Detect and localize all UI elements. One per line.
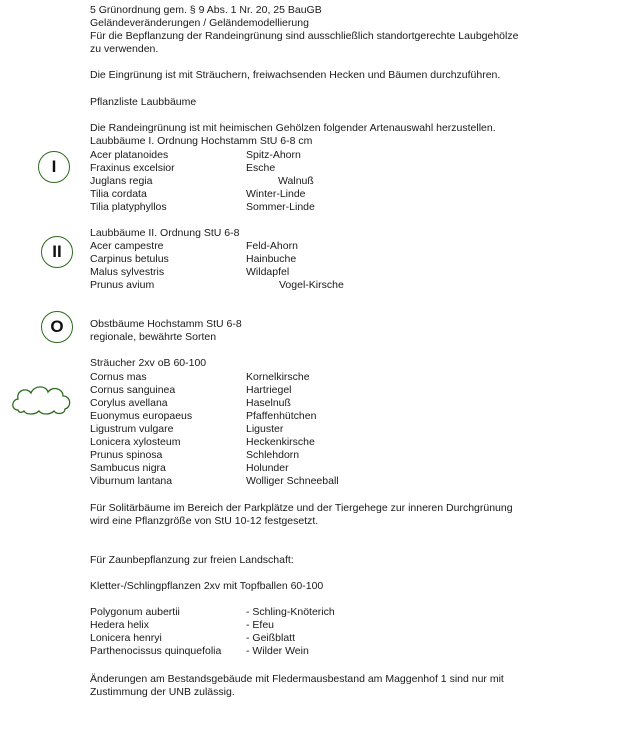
ordnung1-latin-3: Tilia cordata bbox=[90, 188, 147, 200]
randeingruenung-text: Die Randeingrünung ist mit heimischen Gehölzen folgender Artenauswahl herzustellen. bbox=[90, 122, 496, 134]
zaun-text: Für Zaunbepflanzung zur freien Landschaft: bbox=[90, 554, 294, 566]
straeucher-german-4: Liguster bbox=[246, 423, 284, 435]
straeucher-german-5: Heckenkirsche bbox=[246, 436, 315, 448]
ordnung2-latin-1: Carpinus betulus bbox=[90, 253, 169, 265]
straeucher-latin-2: Corylus avellana bbox=[90, 397, 168, 409]
ordnung1-german-1: Esche bbox=[246, 162, 276, 174]
ordnung2-latin-2: Malus sylvestris bbox=[90, 266, 165, 278]
footer-text-cont: Zustimmung der UNB zulässig. bbox=[90, 686, 235, 698]
pflanzliste-title: Pflanzliste Laubbäume bbox=[90, 96, 197, 108]
straeucher-german-7: Holunder bbox=[246, 462, 289, 474]
ordnung1-german-3: Winter-Linde bbox=[246, 188, 306, 200]
kletter-latin-1: Hedera helix bbox=[90, 619, 149, 631]
ordnung2-german-2: Wildapfel bbox=[246, 266, 290, 278]
subheading: Geländeveränderungen / Geländemodellierung bbox=[90, 17, 309, 29]
kletter-german-2: - Geißblatt bbox=[246, 632, 296, 644]
ordnung1-latin-2: Juglans regia bbox=[90, 175, 153, 187]
straeucher-german-6: Schlehdorn bbox=[246, 449, 300, 461]
ordnung1-german-2: Walnuß bbox=[278, 175, 314, 187]
straeucher-german-2: Haselnuß bbox=[246, 397, 291, 409]
straeucher-latin-5: Lonicera xylosteum bbox=[90, 436, 181, 448]
ordnung2-german-1: Hainbuche bbox=[246, 253, 297, 265]
straeucher-title: Sträucher 2xv oB 60-100 bbox=[90, 357, 207, 369]
straeucher-german-0: Kornelkirsche bbox=[246, 371, 310, 383]
kletter-german-0: - Schling-Knöterich bbox=[246, 606, 335, 618]
footer-text: Änderungen am Bestandsgebäude mit Fledermausbestand am Maggenhof 1 sind nur mit bbox=[90, 673, 504, 685]
shrub-cloud-icon bbox=[10, 380, 74, 416]
eingruenung-text: Die Eingrünung ist mit Sträuchern, freiwachsenden Hecken und Bäumen durchzuführen. bbox=[90, 69, 501, 81]
obst-title: Obstbäume Hochstamm StU 6-8 bbox=[90, 318, 242, 330]
straeucher-latin-4: Ligustrum vulgare bbox=[90, 423, 174, 435]
section-heading: 5 Grünordnung gem. § 9 Abs. 1 Nr. 20, 25 BauGB bbox=[90, 4, 322, 16]
straeucher-latin-8: Viburnum lantana bbox=[90, 475, 173, 487]
tree-symbol-ii: II bbox=[41, 236, 73, 268]
straeucher-german-8: Wolliger Schneeball bbox=[246, 475, 339, 487]
obst-subtitle: regionale, bewährte Sorten bbox=[90, 331, 217, 343]
straeucher-latin-3: Euonymus europaeus bbox=[90, 410, 193, 422]
kletter-latin-0: Polygonum aubertii bbox=[90, 606, 180, 618]
straeucher-latin-0: Cornus mas bbox=[90, 371, 147, 383]
straeucher-german-3: Pfaffenhütchen bbox=[246, 410, 317, 422]
solitaer-text-cont: wird eine Pflanzgröße von StU 10-12 festgesetzt. bbox=[90, 515, 319, 527]
ordnung1-latin-0: Acer platanoides bbox=[90, 149, 169, 161]
ordnung2-latin-3: Prunus avium bbox=[90, 279, 155, 291]
ordnung1-german-0: Spitz-Ahorn bbox=[246, 149, 301, 161]
kletter-title: Kletter-/Schlingpflanzen 2xv mit Topfballen 60-100 bbox=[90, 580, 324, 592]
ordnung1-latin-4: Tilia platyphyllos bbox=[90, 201, 167, 213]
solitaer-text: Für Solitärbäume im Bereich der Parkplätze und der Tiergehege zur inneren Durchgrünung bbox=[90, 502, 513, 514]
straeucher-latin-7: Sambucus nigra bbox=[90, 462, 166, 474]
ordnung2-title: Laubbäume II. Ordnung StU 6-8 bbox=[90, 227, 240, 239]
tree-symbol-i: I bbox=[38, 151, 70, 183]
kletter-latin-3: Parthenocissus quinquefolia bbox=[90, 645, 222, 657]
ordnung1-title: Laubbäume I. Ordnung Hochstamm StU 6-8 cm bbox=[90, 135, 313, 147]
straeucher-latin-6: Prunus spinosa bbox=[90, 449, 163, 461]
ordnung2-german-0: Feld-Ahorn bbox=[246, 240, 298, 252]
kletter-latin-2: Lonicera henryi bbox=[90, 632, 162, 644]
kletter-german-3: - Wilder Wein bbox=[246, 645, 309, 657]
intro-text-cont: zu verwenden. bbox=[90, 43, 159, 55]
fruit-tree-symbol: O bbox=[41, 311, 73, 343]
ordnung1-german-4: Sommer-Linde bbox=[246, 201, 315, 213]
ordnung2-latin-0: Acer campestre bbox=[90, 240, 164, 252]
intro-text: Für die Bepflanzung der Randeingrünung sind ausschließlich standortgerechte Laubgehölze bbox=[90, 30, 519, 42]
ordnung1-latin-1: Fraxinus excelsior bbox=[90, 162, 175, 174]
ordnung2-german-3: Vogel-Kirsche bbox=[279, 279, 344, 291]
straeucher-latin-1: Cornus sanguinea bbox=[90, 384, 176, 396]
kletter-german-1: - Efeu bbox=[246, 619, 275, 631]
straeucher-german-1: Hartriegel bbox=[246, 384, 292, 396]
